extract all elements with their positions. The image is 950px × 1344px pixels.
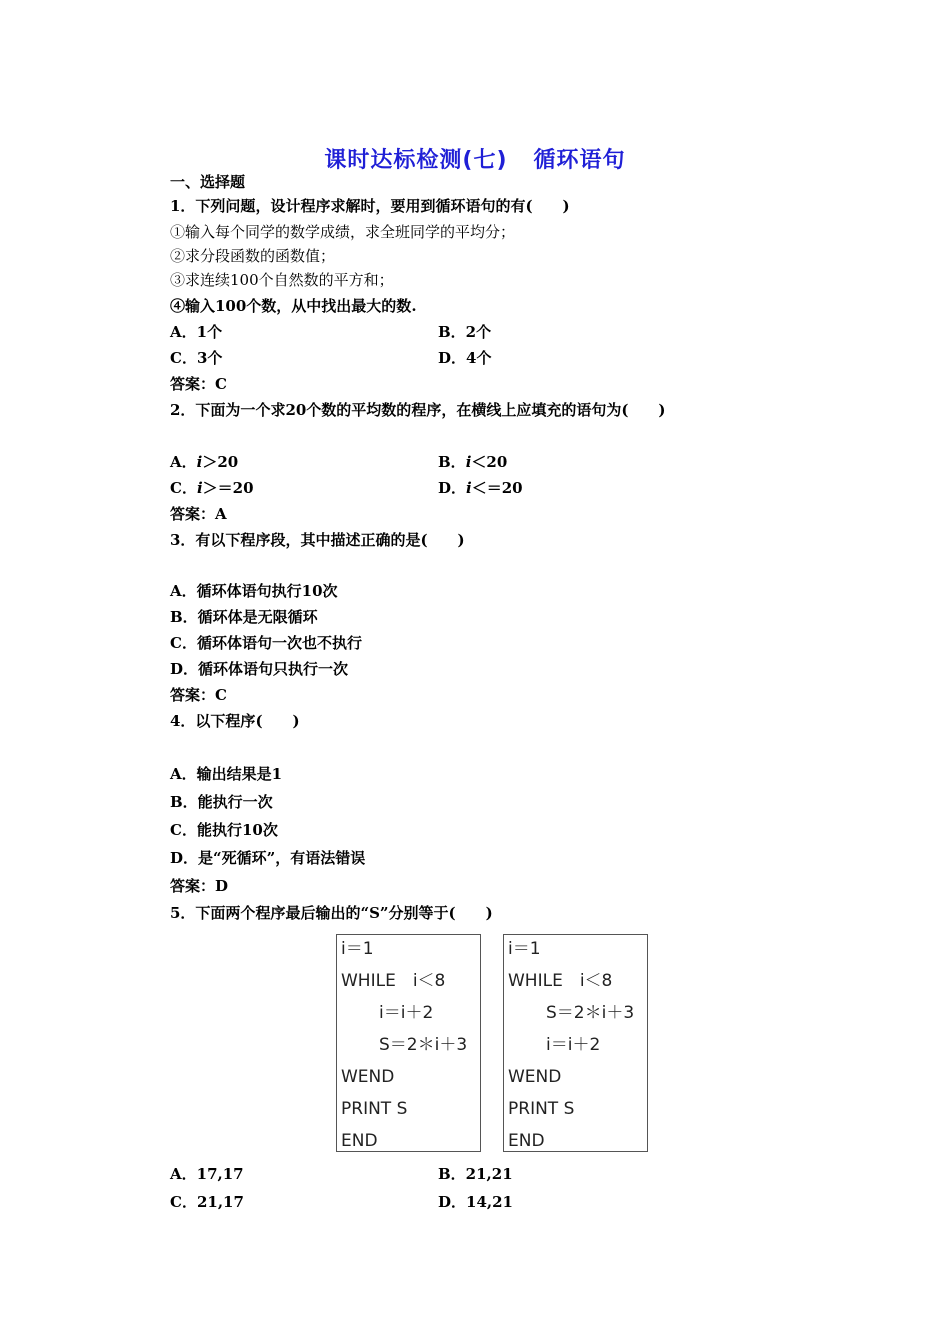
code-line: i＝1 [341,939,374,959]
q1-option-a: A．1个 [170,323,223,341]
q1-stem: 1．下列问题，设计程序求解时，要用到循环语句的有( ) [170,197,570,215]
q2-option-value: ＜20 [471,453,508,471]
q2-option-value: ＞20 [202,453,239,471]
code-line: PRINT S [508,1099,575,1119]
code-line: END [508,1131,545,1151]
code-line: WHILE i＜8 [341,971,446,991]
section-heading: 一、选择题 [170,173,246,191]
code-line: i＝i＋2 [379,1003,434,1023]
q3-option-d: D．循环体语句只执行一次 [170,660,349,678]
q4-option-b: B．能执行一次 [170,793,273,811]
code-line: WHILE i＜8 [508,971,613,991]
q2-option-value: ＞＝20 [202,479,254,497]
code-line: WEND [341,1067,395,1087]
q2-option-value: ＜＝20 [471,479,523,497]
q3-option-c: C．循环体语句一次也不执行 [170,634,362,652]
q2-option-b [438,451,507,473]
program-box-2 [503,934,648,1152]
q2-answer: 答案：A [170,505,227,523]
program-box-1 [336,934,481,1152]
q3-stem: 3．有以下程序段，其中描述正确的是( ) [170,531,465,549]
q3-option-b: B．循环体是无限循环 [170,608,318,626]
code-line: S＝2＊i＋3 [546,1003,635,1023]
code-line: i＝1 [508,939,541,959]
q1-option-d: D．4个 [438,349,492,367]
q5-option-b: B．21,21 [438,1165,513,1183]
q5-option-c: C．21,17 [170,1193,244,1211]
q1-item: ②求分段函数的函数值； [170,247,336,265]
q4-option-a: A．输出结果是1 [170,765,283,783]
q1-option-c: C．3个 [170,349,223,367]
page-title [0,146,950,176]
q1-item: ①输入每个同学的数学成绩，求全班同学的平均分； [170,223,516,241]
q4-stem: 4．以下程序( ) [170,712,300,730]
q4-option-c: C．能执行10次 [170,821,278,839]
title-sub: 循环语句 [533,148,626,173]
q1-option-b: B．2个 [438,323,492,341]
q1-item: ③求连续100个自然数的平方和； [170,271,394,289]
q2-option-var: i [196,479,203,497]
q4-option-d: D．是“死循环”，有语法错误 [170,849,366,867]
q4-answer: 答案：D [170,877,229,895]
title-main: 课时达标检测(七) [324,148,508,173]
q5-option-d: D．14,21 [438,1193,513,1211]
q2-option-label: C． [170,479,197,497]
code-line: PRINT S [341,1099,408,1119]
q3-option-a: A．循环体语句执行10次 [170,582,338,600]
q2-option-var: i [465,453,472,471]
q5-stem: 5．下面两个程序最后输出的“S”分别等于( ) [170,904,493,922]
q2-option-c [170,477,254,499]
q3-answer: 答案：C [170,686,227,704]
q2-option-a [170,451,238,473]
q2-option-var: i [466,479,472,497]
q2-option-d [438,477,523,499]
q2-option-label: B． [438,453,466,471]
q2-stem: 2．下面为一个求20个数的平均数的程序，在横线上应填充的语句为( ) [170,401,666,419]
code-line: S＝2＊i＋3 [379,1035,468,1055]
q5-option-a: A．17,17 [170,1165,244,1183]
code-line: END [341,1131,378,1151]
q1-item: ④输入100个数，从中找出最大的数. [170,297,417,315]
q1-answer: 答案：C [170,375,227,393]
code-line: WEND [508,1067,562,1087]
q2-option-var: i [196,453,203,471]
q2-option-label: A． [170,453,197,471]
q2-option-label: D． [438,479,467,497]
code-line: i＝i＋2 [546,1035,601,1055]
